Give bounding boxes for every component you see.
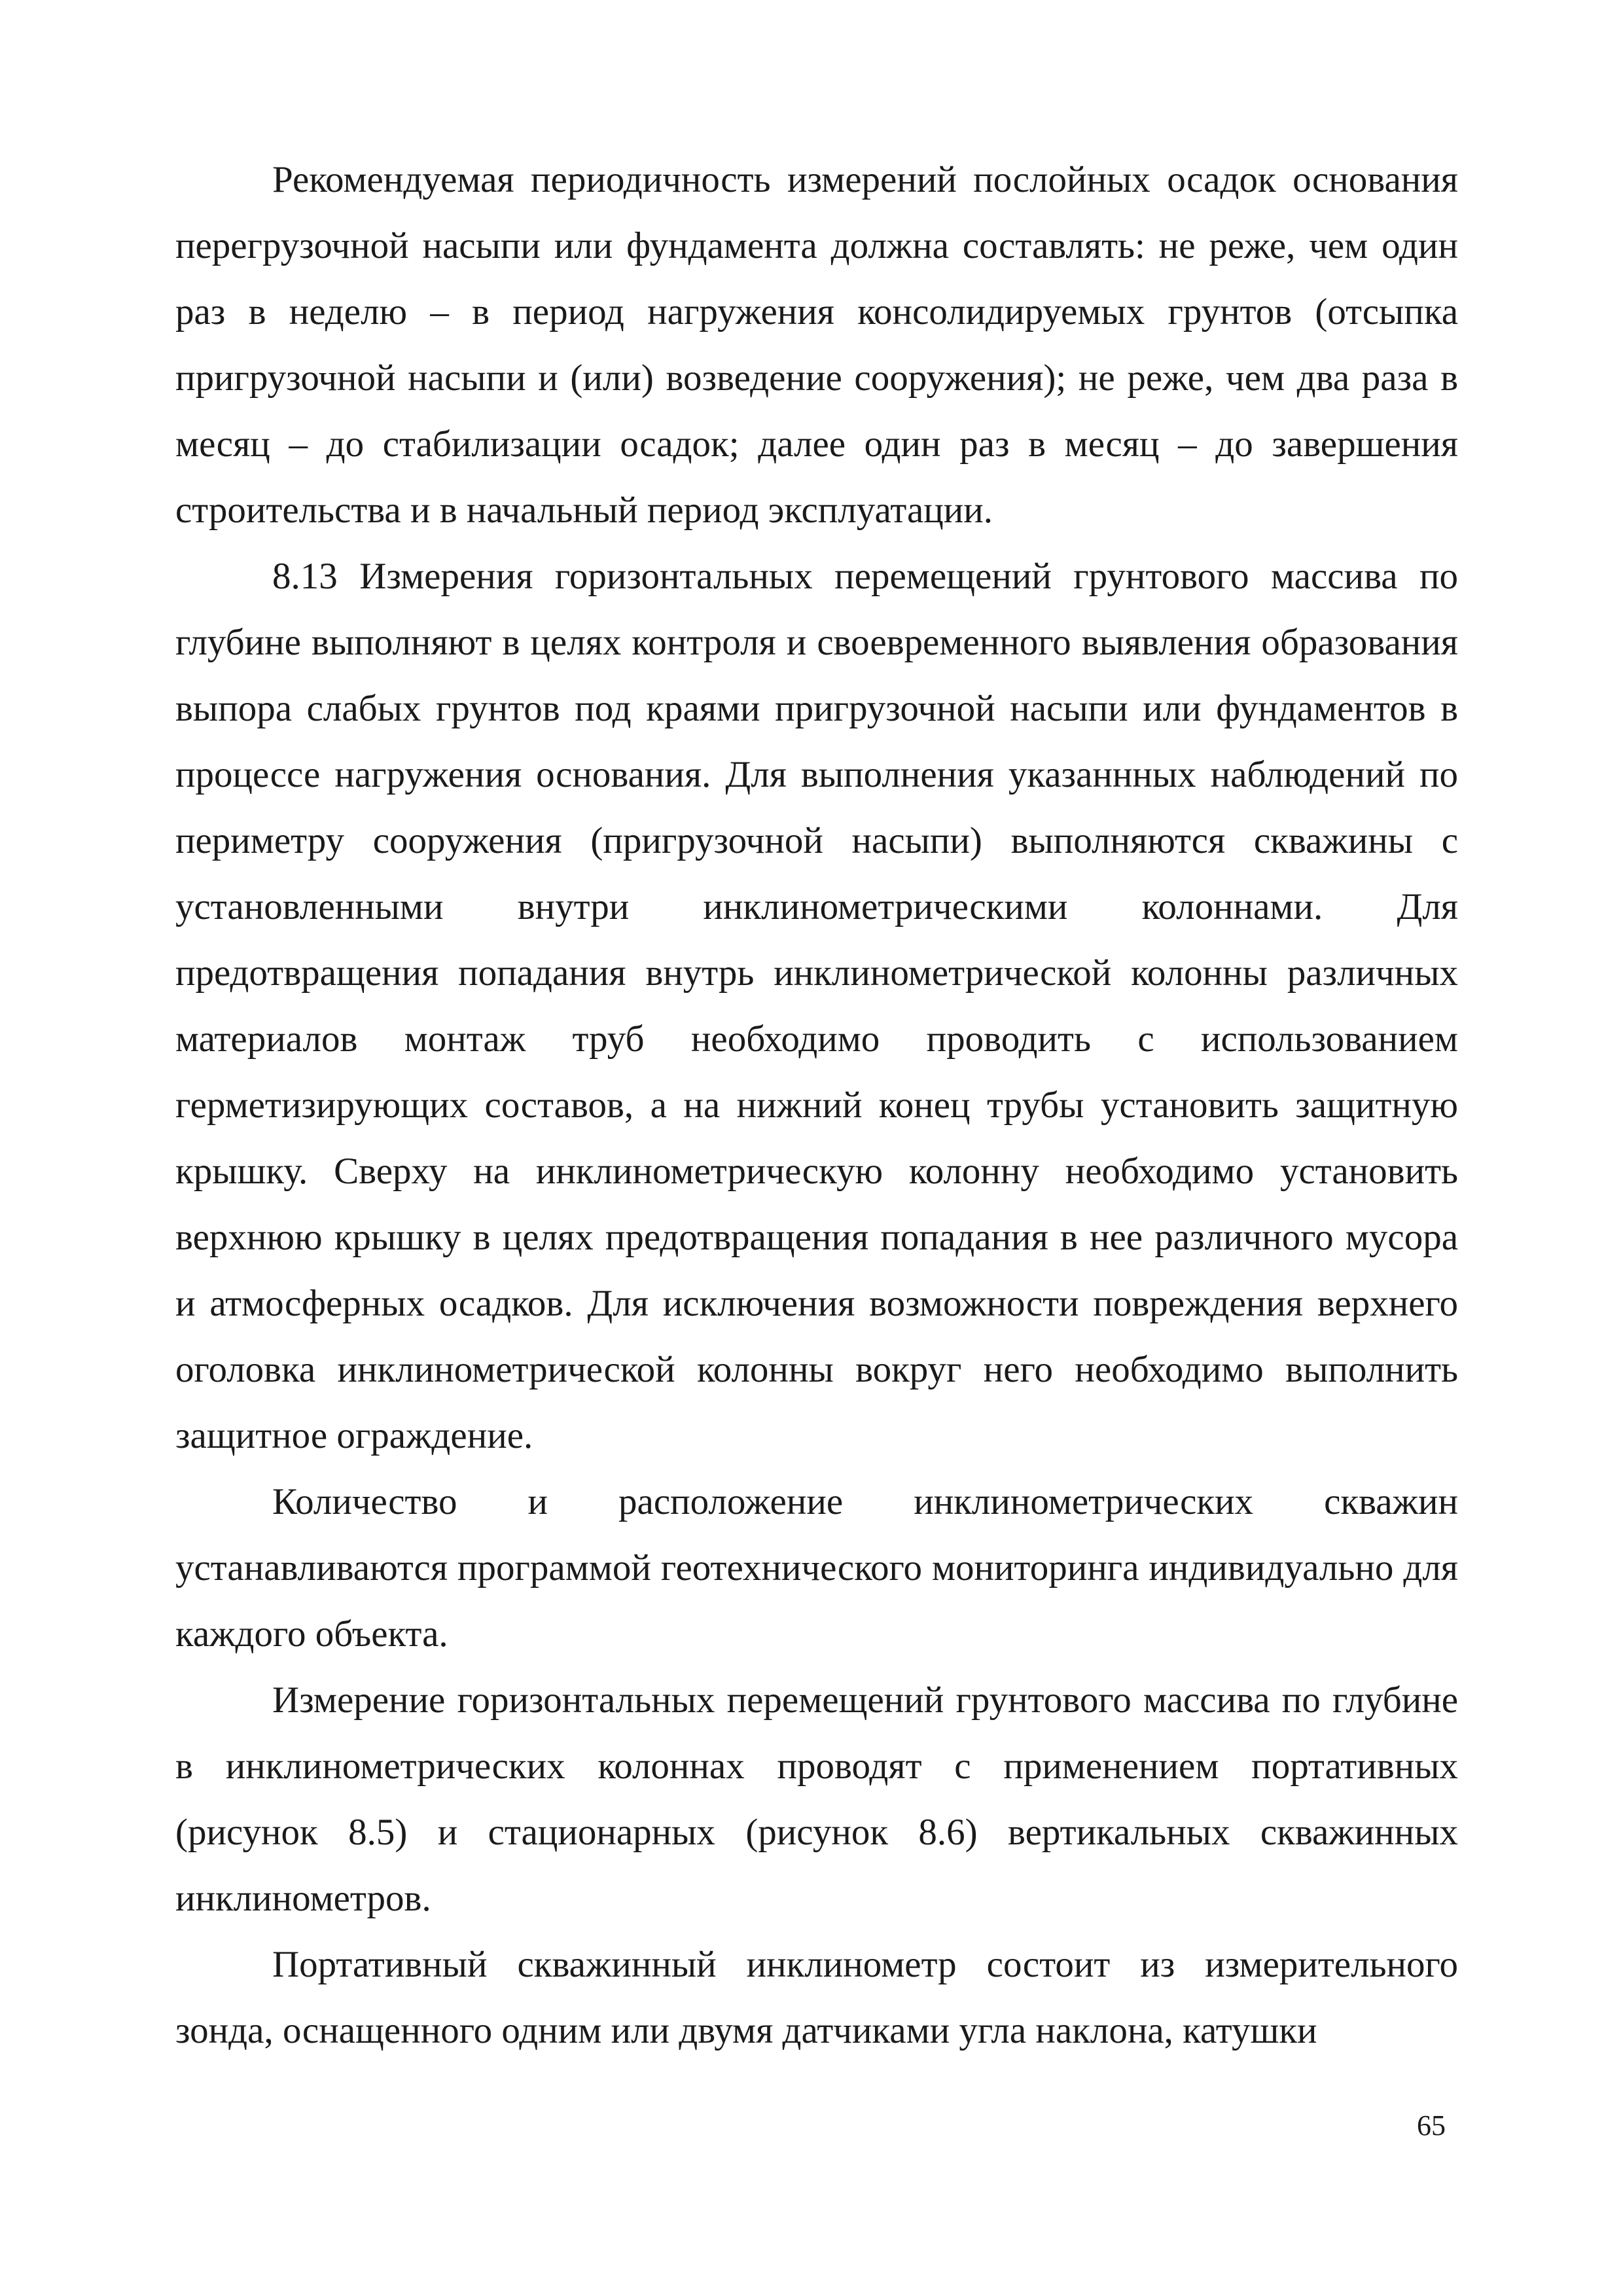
page-number: 65 — [1417, 2109, 1446, 2142]
paragraph-measurement-method: Измерение горизонтальных перемещений грунтового массива по глубине в инклинометрических колоннах проводят с применением портативных (рисунок 8.5) и стационарных (рисунок 8.6) вертикальных скважинных инклинометров. — [175, 1679, 1458, 1919]
body-text — [175, 147, 1458, 2064]
paragraph-borehole-quantity: Количество и расположение инклинометрических скважин устанавливаются программой геотехнического мониторинга индивидуально для каждого объекта. — [175, 1481, 1458, 1655]
paragraph-portable-inclinometer: Портативный скважинный инклинометр состоит из измерительного зонда, оснащенного одним или двумя датчиками угла наклона, катушки — [175, 1944, 1458, 2051]
paragraph-8-13-horizontal-displacements: 8.13 Измерения горизонтальных перемещений грунтового массива по глубине выполняют в целях контроля и своевременного выявления образования выпора слабых грунтов под краями пригрузочной насыпи или фундаментов в процессе нагружения основания. Для выполнения указаннных наблюдений по периметру сооружения (пригрузочной насыпи) выполняются скважины с установленными внутри инклинометрическими колоннами. Для предотвращения попадания внутрь инклинометрической колонны различных материалов монтаж труб необходимо проводить с использованием герметизирующих составов, а на нижний конец трубы установить защитную крышку. Сверху на инклинометрическую колонну необходимо установить верхнюю крышку в целях предотвращения попадания в нее различного мусора и атмосферных осадков. Для исключения возможности повреждения верхнего оголовка инклинометрической колонны вокруг него необходимо выполнить защитное ограждение. — [175, 556, 1458, 1456]
paragraph-settlement-frequency: Рекомендуемая периодичность измерений послойных осадок основания перегрузочной насыпи или фундамента должна составлять: не реже, чем один раз в неделю – в период нагружения консолидируемых грунтов (отсыпка пригрузочной насыпи и (или) возведение сооружения); не реже, чем два раза в месяц – до стабилизации осадок; далее один раз в месяц – до завершения строительства и в начальный период эксплуатации. — [175, 159, 1458, 531]
